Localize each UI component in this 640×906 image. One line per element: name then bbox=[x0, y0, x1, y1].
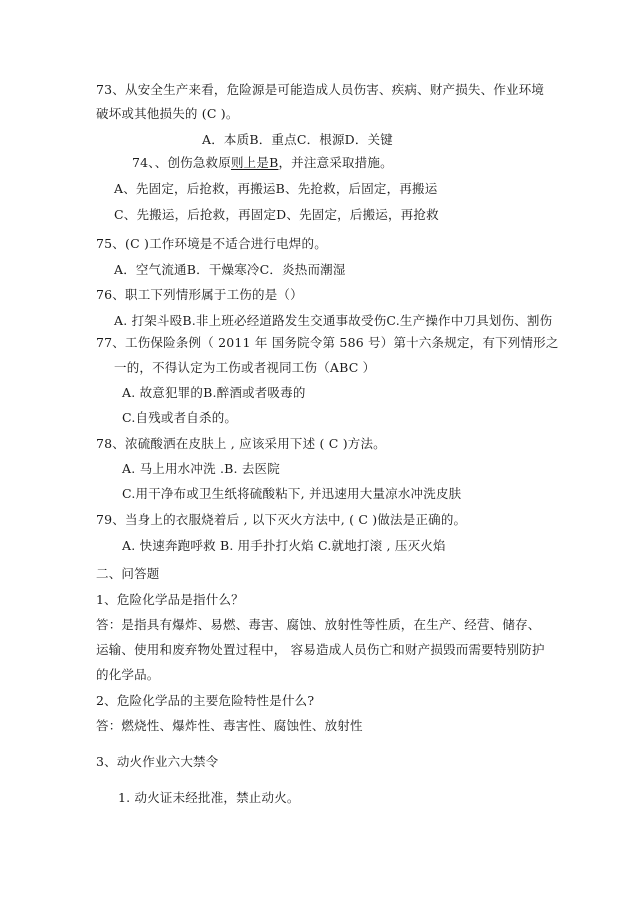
qa2-answer: 答：燃烧性、爆炸性、毒害性、腐蚀性、放射性 bbox=[96, 718, 363, 733]
qa2-question: 2、危险化学品的主要危险特性是什么? bbox=[96, 693, 315, 708]
qa3-item-1: 1. 动火证未经批准，禁止动火。 bbox=[118, 790, 300, 805]
q78-option-c: C.用干净布或卫生纸将硫酸粘下, 并迅速用大量凉水冲洗皮肤 bbox=[122, 486, 462, 501]
q77-option-ab: A. 故意犯罪的B.醉酒或者吸毒的 bbox=[122, 385, 306, 400]
q78-stem: 78、浓硫酸洒在皮肤上 , 应该采用下述 ( C )方法。 bbox=[96, 436, 386, 451]
q77-stem-line2: 一的，不得认定为工伤或者视同工伤（ABC ） bbox=[114, 360, 376, 375]
q78-option-ab: A. 马上用水冲洗 .B. 去医院 bbox=[122, 461, 280, 476]
q74-options-ab: A、先固定，后抢救，再搬运B、先抢救，后固定，再搬运 bbox=[114, 181, 438, 196]
q75-stem: 75、(C )工作环境是不适合进行电焊的。 bbox=[96, 236, 327, 251]
q76-stem: 76、职工下列情形属于工伤的是（） bbox=[96, 287, 303, 302]
q74-stem-prefix: 74、、创伤急救原 bbox=[132, 155, 231, 170]
section-title: 二、问答题 bbox=[96, 566, 160, 581]
q73-options: A．本质B．重点C．根源D．关键 bbox=[202, 132, 393, 147]
qa1-question: 1、危险化学品是指什么？ bbox=[96, 592, 244, 607]
qa1-answer-line1: 答：是指具有爆炸、易燃、毒害、腐蚀、放射性等性质，在生产、经营、储存、 bbox=[96, 617, 541, 632]
q73-stem-line2: 破坏或其他损失的 (C )。 bbox=[96, 106, 239, 121]
q74-stem bbox=[132, 155, 393, 171]
q79-stem: 79、当身上的衣服烧着后 , 以下灭火方法中, ( C )做法是正确的。 bbox=[96, 512, 467, 527]
q75-options: A．空气流通B．干燥寒冷C．炎热而潮湿 bbox=[114, 262, 346, 277]
qa1-answer-line2: 运输、使用和废弃物处置过程中， 容易造成人员伤亡和财产损毁而需要特别防护 bbox=[96, 642, 545, 657]
q73-stem-line1: 73、从安全生产来看，危险源是可能造成人员伤害、疾病、财产损失、作业环境 bbox=[96, 82, 545, 97]
qa1-answer-line3: 的化学品。 bbox=[96, 667, 160, 682]
q74-stem-underlined: 则上是B bbox=[230, 155, 279, 170]
qa3-question: 3、动火作业六大禁令 bbox=[96, 754, 219, 769]
q74-options-cd: C、先搬运，后抢救，再固定D、先固定，后搬运，再抢救 bbox=[114, 207, 439, 222]
q74-stem-suffix: ，并注意采取措施。 bbox=[278, 155, 393, 170]
q77-stem-line1: 77、工伤保险条例（ 2011 年 国务院令第 586 号）第十六条规定，有下列情形之 bbox=[96, 335, 559, 350]
q79-options: A. 快速奔跑呼救 B. 用手扑打火焰 C.就地打滚 , 压灭火焰 bbox=[122, 538, 446, 553]
q76-options: A. 打架斗殴B.非上班必经道路发生交通事故受伤C.生产操作中刀具划伤、割伤 bbox=[114, 313, 553, 328]
q77-option-c: C.自残或者自杀的。 bbox=[122, 410, 238, 425]
